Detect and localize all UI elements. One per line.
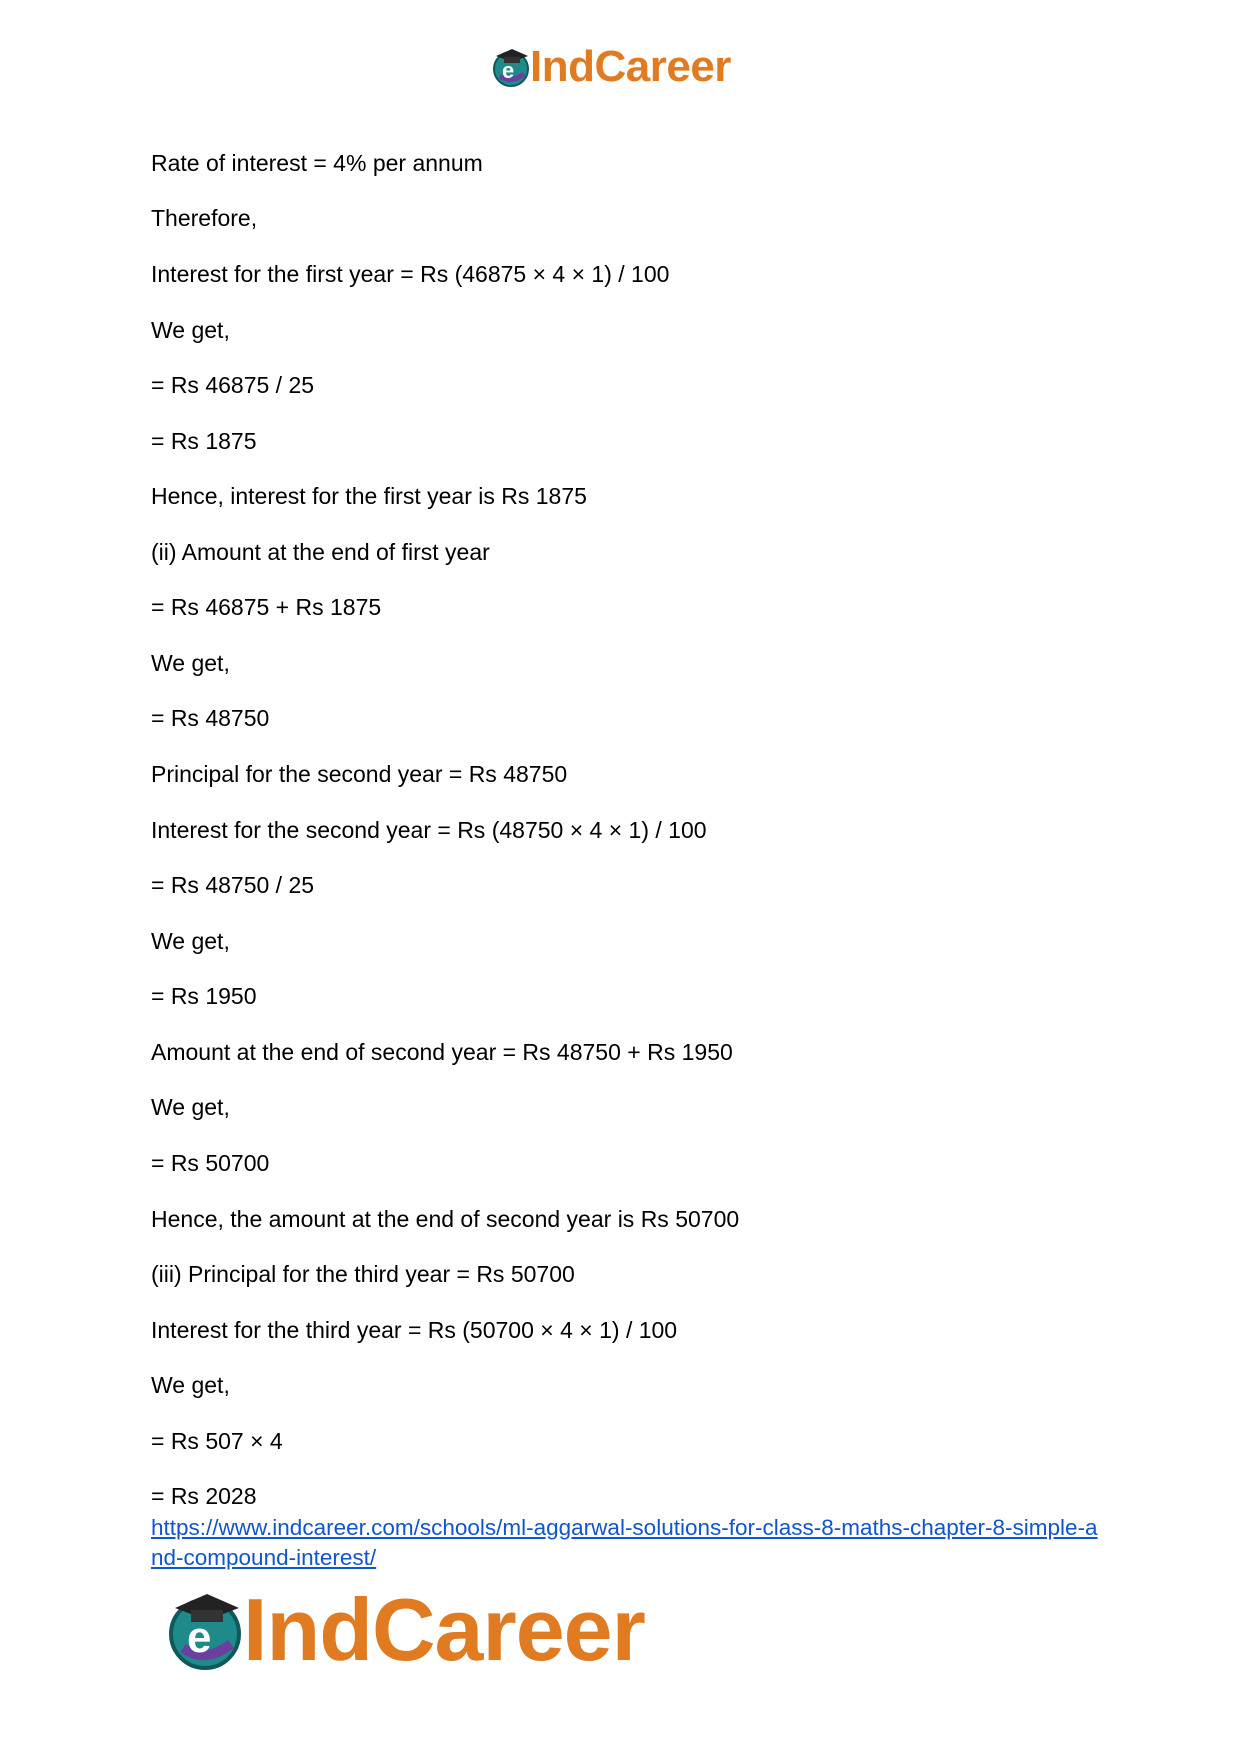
text-line: = Rs 46875 + Rs 1875 [151, 594, 382, 620]
text-line: Interest for the second year = Rs (48750 × 4 × 1) / 100 [151, 817, 707, 843]
text-line: We get, [151, 1372, 230, 1398]
text-line: We get, [151, 317, 230, 343]
graduation-globe-icon [163, 1588, 247, 1672]
text-line: (ii) Amount at the end of first year [151, 539, 490, 565]
text-line: = Rs 50700 [151, 1150, 270, 1176]
text-line: (iii) Principal for the third year = Rs 50700 [151, 1261, 575, 1287]
text-line: We get, [151, 650, 230, 676]
text-line: = Rs 1950 [151, 983, 257, 1009]
logo-wordmark: IndCareer [530, 42, 731, 91]
text-line: Interest for the third year = Rs (50700 × 4 × 1) / 100 [151, 1317, 678, 1343]
text-line: = Rs 507 × 4 [151, 1428, 283, 1454]
text-line: = Rs 48750 / 25 [151, 872, 315, 898]
text-line: = Rs 2028 [151, 1483, 257, 1509]
text-line: Principal for the second year = Rs 48750 [151, 761, 568, 787]
header-logo [490, 42, 731, 92]
logo-wordmark: IndCareer [243, 1580, 645, 1679]
source-link[interactable]: https://www.indcareer.com/schools/ml-aggarwal-solutions-for-class-8-maths-chapter-8-simple-and-compound-interest/ [151, 1515, 1098, 1570]
graduation-globe-icon [490, 46, 532, 88]
svg-text:e: e [187, 1613, 212, 1662]
text-line: = Rs 1875 [151, 428, 257, 454]
text-line: Hence, interest for the first year is Rs 1875 [151, 483, 587, 509]
text-line: = Rs 46875 / 25 [151, 372, 315, 398]
text-line: Rate of interest = 4% per annum [151, 150, 483, 176]
svg-text:e: e [502, 58, 515, 83]
text-line: Interest for the first year = Rs (46875 × 4 × 1) / 100 [151, 261, 670, 287]
footer-logo [163, 1580, 645, 1679]
text-line: We get, [151, 1094, 230, 1120]
text-line: We get, [151, 928, 230, 954]
text-line: Hence, the amount at the end of second year is Rs 50700 [151, 1206, 740, 1232]
text-line: = Rs 48750 [151, 705, 270, 731]
text-line: Amount at the end of second year = Rs 48750 + Rs 1950 [151, 1039, 733, 1065]
text-line: Therefore, [151, 205, 258, 231]
